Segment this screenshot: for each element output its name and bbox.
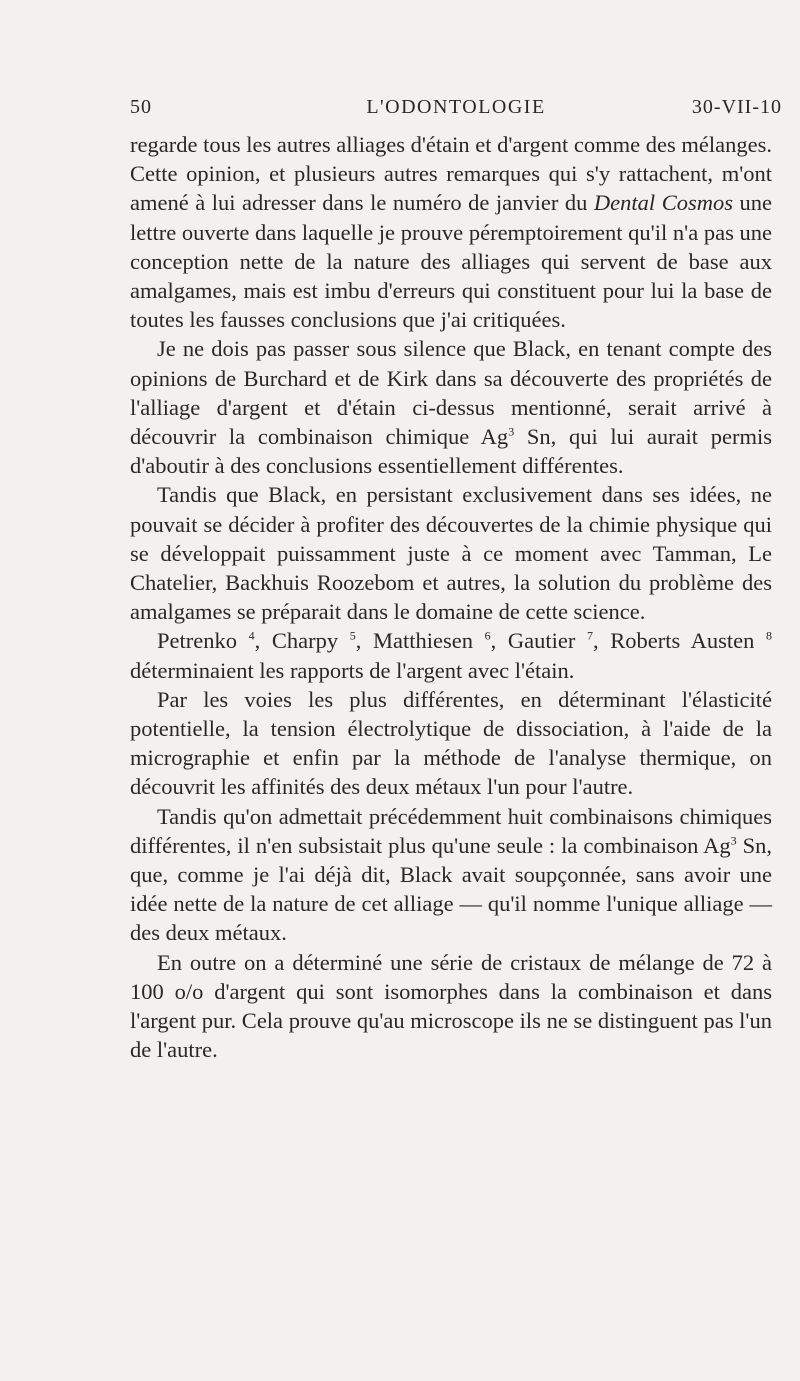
text-run: regarde tous les autres alliages d'étain et d'argent comme des mélanges. Cette opinion, et plusieurs autres remarques qui s'y rattachent, m'ont amené à lui adresser dans le numéro de janvier du: [130, 132, 772, 216]
paragraph: [130, 948, 772, 1065]
text-run: Par les voies les plus différentes, en déterminant l'élasticité potentielle, la tension électrolytique de dissociation, à l'aide de la micrographie et enfin par la méthode de l'analyse thermique, on découvrit les affinités des deux métaux l'un pour l'autre.: [130, 686, 772, 800]
text-run: Petrenko: [157, 628, 249, 654]
superscript: 6: [484, 628, 491, 643]
text-run: une lettre ouverte dans laquelle je prouve péremptoirement qu'il n'a pas une conception nette de la nature des alliages qui servent de base aux amalgames, mais est imbu d'erreurs qui constituent pour lui la base de toutes les fausses conclusions que j'ai critiquées.: [130, 190, 772, 333]
paragraph: [130, 334, 772, 480]
superscript: 4: [248, 628, 255, 643]
journal-title: L'ODONTOLOGIE: [366, 96, 546, 118]
text-run: Sn, qui lui aurait permis d'aboutir à des conclusions essentiellement différentes.: [130, 424, 772, 479]
text-run: , Roberts Austen: [592, 628, 766, 654]
italic-title: Dental Cosmos: [593, 190, 733, 216]
superscript: 5: [349, 628, 356, 643]
superscript: 7: [586, 628, 593, 643]
paragraph: [130, 802, 772, 948]
text-run: , Gautier: [490, 628, 587, 654]
text-run: Tandis qu'on admettait précédemment huit combinaisons chimiques différentes, il n'en subsistait plus qu'une seule : la combinaison Ag: [130, 803, 772, 858]
paragraph: [130, 480, 772, 626]
issue-date: 30-VII-10: [691, 96, 782, 118]
paragraph: [130, 130, 772, 334]
text-run: Tandis que Black, en persistant exclusivement dans ses idées, ne pouvait se décider à profiter des découvertes de la chimie physique qui se développait puissamment juste à ce moment avec Tamman, Le Chatelier, Backhuis Roozebom et autres, la solution du problème des amalgames se préparait dans le domaine de cette science.: [130, 482, 772, 625]
page-number: 50: [130, 96, 152, 118]
text-run: , Matthiesen: [355, 628, 485, 654]
superscript: 3: [730, 833, 737, 848]
text-run: Je ne dois pas passer sous silence que Black, en tenant compte des opinions de Burchard et de Kirk dans sa découverte des propriétés de l'alliage d'argent et d'étain ci-dessus mentionné, serait arrivé à découvrir la combinaison chimique Ag: [130, 336, 772, 450]
paragraph: [130, 685, 772, 802]
running-header: [130, 96, 782, 126]
text-run: déterminaient les rapports de l'argent avec l'étain.: [130, 657, 575, 683]
superscript: 8: [766, 628, 772, 643]
text-run: Sn, que, comme je l'ai déjà dit, Black avait soupçonnée, sans avoir une idée nette de la nature de cet alliage — qu'il nomme l'unique alliage — des deux métaux.: [130, 832, 773, 946]
paragraph: [130, 626, 772, 684]
text-run: En outre on a déterminé une série de cristaux de mélange de 72 à 100 o/o d'argent qui sont isomorphes dans la combinaison et dans l'argent pur. Cela prouve qu'au microscope ils ne se distinguent pas l'un de l'autre.: [130, 949, 772, 1063]
text-run: , Charpy: [254, 628, 350, 654]
article-body: [130, 130, 772, 1065]
superscript: 3: [508, 424, 515, 439]
